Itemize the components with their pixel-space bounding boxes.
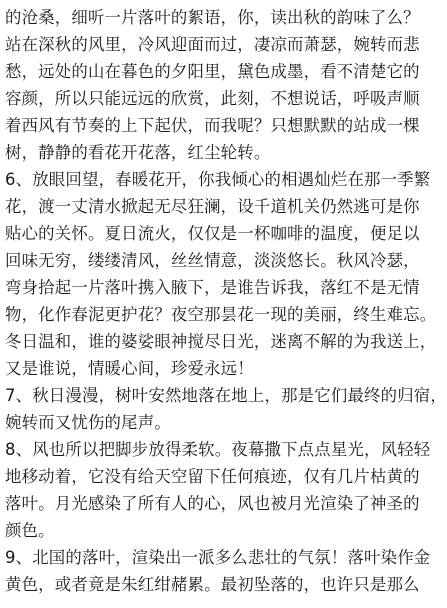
text-line: 树，静静的看花开花落，红尘轮转。: [5, 143, 271, 162]
text-line: 黄色，或者竟是朱红绀赭累。最初坠落的，也许只是那么: [5, 575, 420, 594]
text-line: 颜色。: [5, 521, 55, 540]
text-line: 容颜，所以只能远远的欣赏，此刻，不想说话，呼吸声顺: [5, 89, 420, 108]
text-line: 落叶。月光感染了所有人的心，风也被月光渲染了神圣的: [5, 494, 420, 513]
text-line: 又是谁说，情暖心间，珍爱永远！: [5, 359, 254, 378]
text-line: 站在深秋的风里，冷风迎面而过，凄凉而萧瑟，婉转而悲: [5, 35, 420, 54]
text-line: 婉转而又忧伤的尾声。: [5, 413, 171, 432]
text-line: 着西风有节奏的上下起伏，而我呢？只想默默的站成一棵: [5, 116, 420, 135]
text-line: 物，化作春泥更护花？夜空那昙花一现的美丽，终生难忘。: [5, 305, 437, 324]
text-line: 贴心的关怀。夏日流火，仅仅是一杯咖啡的温度，便足以: [5, 224, 420, 243]
text-line: 的沧桑，细听一片落叶的絮语，你，读出秋的韵味了么？: [5, 8, 420, 27]
text-line: 冬日温和，谁的婆娑眼神搅尽日光，迷离不解的为我送上，: [5, 332, 437, 351]
text-line: 愁，远处的山在暮色的夕阳里，黛色成墨，看不清楚它的: [5, 62, 420, 81]
text-line: 9、北国的落叶，渲染出一派多么悲壮的气氛！落叶染作金: [5, 548, 431, 567]
text-line: 7、秋日漫漫，树叶安然地落在地上，那是它们最终的归宿，: [5, 386, 447, 405]
text-line: 8、风也所以把脚步放得柔软。夜幕撒下点点星光，风轻轻: [5, 440, 431, 459]
text-line: 花，渡一丈清水掀起无尽狂澜，设千道机关仍然逃可是你: [5, 197, 420, 216]
text-line: 6、放眼回望，春暖花开，你我倾心的相遇灿烂在那一季繁: [5, 170, 431, 189]
text-line: 弯身拾起一片落叶携入腋下，是谁告诉我，落红不是无情: [5, 278, 420, 297]
text-line: 地移动着，它没有给天空留下任何痕迹，仅有几片枯黄的: [5, 467, 420, 486]
text-line: 回味无穷，缕缕清风，丝丝情意，淡淡悠长。秋风冷瑟，: [5, 251, 420, 270]
